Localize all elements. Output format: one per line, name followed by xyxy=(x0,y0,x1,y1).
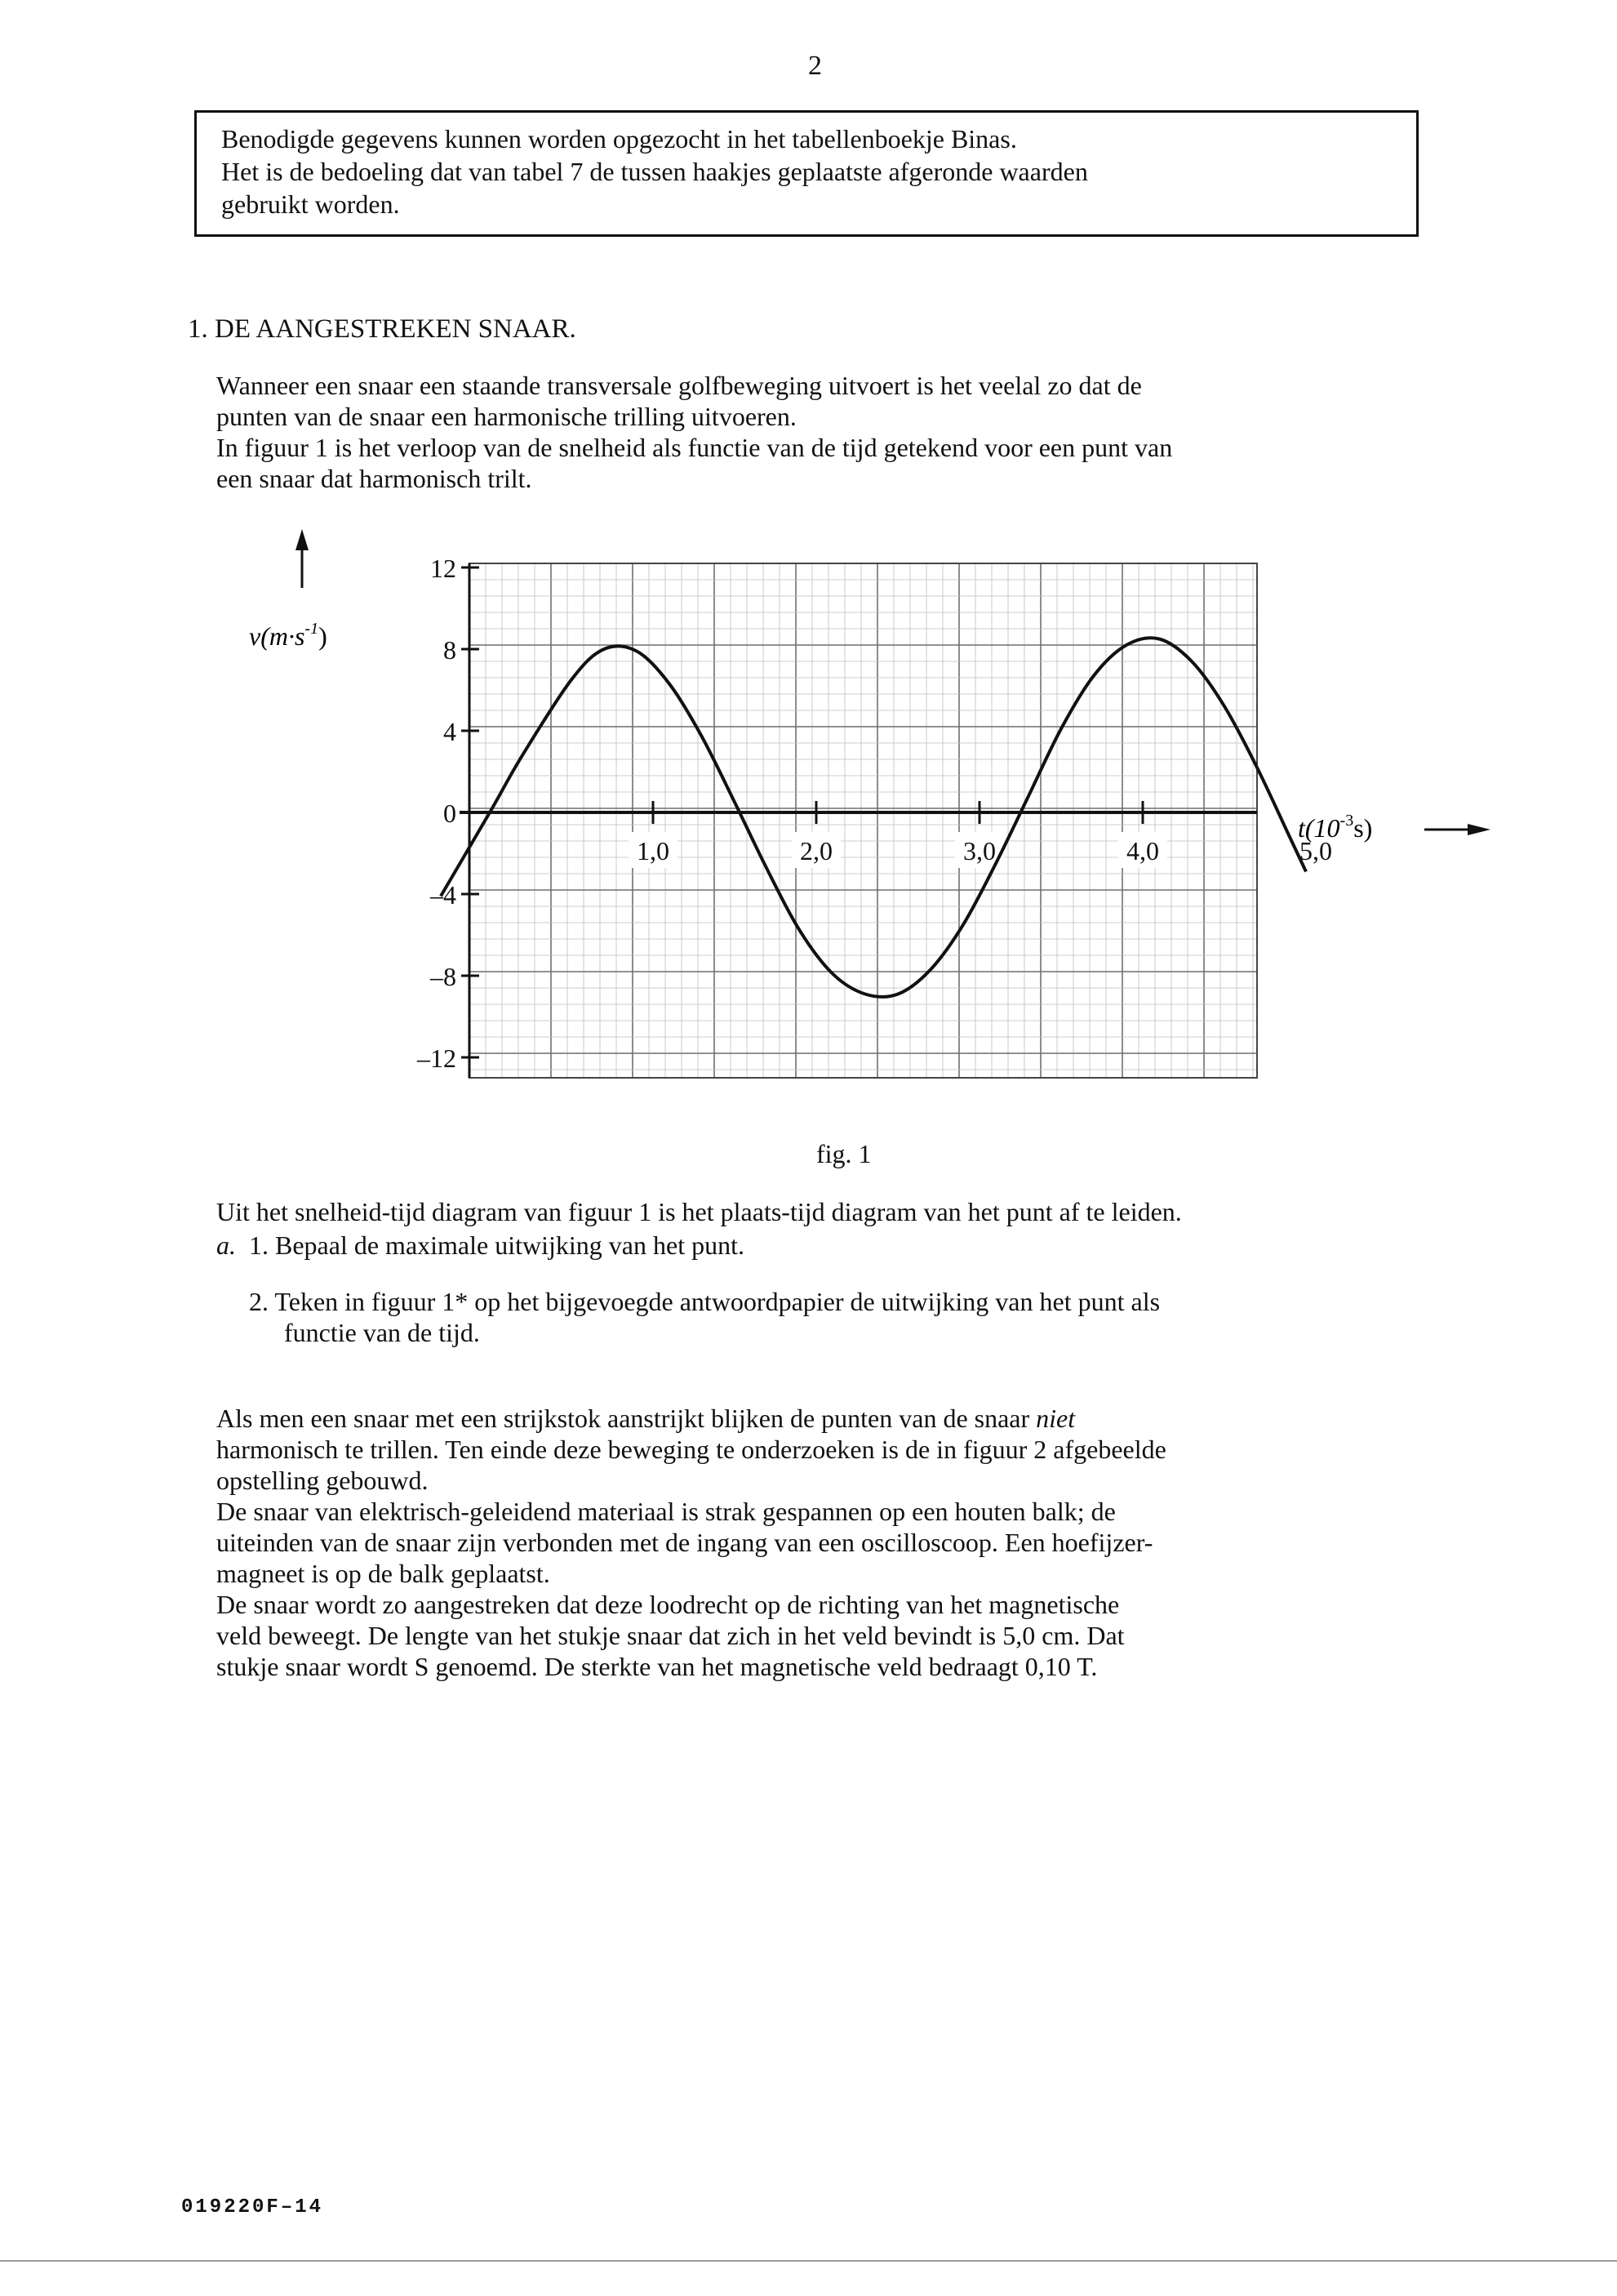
footer-code: 019220F–14 xyxy=(181,2196,324,2218)
svg-text:v(m·s-1) xyxy=(249,620,327,651)
notice-box xyxy=(194,110,1419,237)
y-tick-label: 8 xyxy=(443,635,456,665)
y-tick-label: –12 xyxy=(417,1043,456,1073)
paragraph-line: De snaar van elektrisch-geleidend materiaal is strak gespannen op een houten balk; de xyxy=(216,1497,1116,1526)
x-axis-label-text: t(10 xyxy=(1298,813,1340,843)
intro-line: een snaar dat harmonisch trilt. xyxy=(216,464,532,493)
x-tick-label: 2,0 xyxy=(800,836,833,865)
y-tick-label: 0 xyxy=(443,799,456,828)
x-axis-label-close: s) xyxy=(1353,813,1373,843)
bottom-rule xyxy=(0,2260,1617,2262)
x-tick-label: 5,0 xyxy=(1299,836,1332,865)
notice-line: Het is de bedoeling dat van tabel 7 de tussen haakjes geplaatste afgeronde waarden xyxy=(221,157,1088,186)
x-tick-label: 1,0 xyxy=(637,836,669,865)
intro-line: punten van de snaar een harmonische trilling uitvoeren. xyxy=(216,402,797,431)
question-a1: 1. Bepaal de maximale uitwijking van het punt. xyxy=(249,1230,744,1260)
paragraph-line: uiteinden van de snaar zijn verbonden met de ingang van een oscilloscoop. Een hoefijzer- xyxy=(216,1528,1153,1557)
y-axis-label xyxy=(249,529,327,651)
paragraph-line: harmonisch te trillen. Ten einde deze beweging te onderzoeken is de in figuur 2 afgebeelde xyxy=(216,1435,1166,1464)
question-a2: 2. Teken in figuur 1* op het bijgevoegde antwoordpapier de uitwijking van het punt als xyxy=(249,1287,1161,1316)
y-tick-label: 4 xyxy=(443,717,456,746)
paragraph-line: stukje snaar wordt S genoemd. De sterkte van het magnetische veld bedraagt 0,10 T. xyxy=(216,1652,1098,1681)
emphasis-text: niet xyxy=(1036,1404,1076,1433)
paragraph-text: Als men een snaar met een strijkstok aanstrijkt blijken de punten van de snaar xyxy=(216,1404,1037,1433)
x-axis-arrow-icon xyxy=(1468,824,1490,835)
y-axis-arrow-icon xyxy=(295,529,309,550)
section-heading: 1. DE AANGESTREKEN SNAAR. xyxy=(188,314,576,344)
paragraph-line: veld beweegt. De lengte van het stukje snaar dat zich in het veld bevindt is 5,0 cm. Dat xyxy=(216,1621,1125,1650)
paragraph-line: opstelling gebouwd. xyxy=(216,1466,429,1495)
question-letter: a. xyxy=(216,1230,236,1260)
question-a2-cont: functie van de tijd. xyxy=(284,1318,480,1347)
y-tick-label: 12 xyxy=(430,554,456,583)
paragraph-line: De snaar wordt zo aangestreken dat deze loodrecht op de richting van het magnetische xyxy=(216,1590,1120,1619)
y-axis-label-text: v(m·s xyxy=(249,621,305,651)
paragraph-line xyxy=(216,1403,1433,1434)
intro-line: In figuur 1 is het verloop van de snelheid als functie van de tijd getekend voor een punt van xyxy=(216,433,1173,462)
notice-line: Benodigde gegevens kunnen worden opgezocht in het tabellenboekje Binas. xyxy=(221,124,1017,154)
figure-caption: fig. 1 xyxy=(816,1139,872,1168)
y-tick-label: –8 xyxy=(430,962,456,991)
y-axis-label-exp: -1 xyxy=(304,620,319,638)
question-intro: Uit het snelheid-tijd diagram van figuur 1 is het plaats-tijd diagram van het punt af te leiden. xyxy=(216,1197,1182,1226)
notice-line: gebruikt worden. xyxy=(221,189,400,219)
x-tick-label: 3,0 xyxy=(963,836,996,865)
y-tick-label: –4 xyxy=(430,880,456,910)
intro-line: Wanneer een snaar een staande transversale golfbeweging uitvoert is het veelal zo dat de xyxy=(216,371,1142,400)
velocity-curve xyxy=(441,638,1306,997)
svg-text:t(10-3s) xyxy=(1298,812,1372,843)
x-axis-label-exp: -3 xyxy=(1339,812,1354,830)
x-axis-label xyxy=(1298,812,1490,843)
page-number: 2 xyxy=(808,51,822,81)
velocity-time-chart xyxy=(0,523,1617,1127)
paragraph-line: magneet is op de balk geplaatst. xyxy=(216,1559,550,1588)
x-tick-label: 4,0 xyxy=(1126,836,1159,865)
y-axis-label-close: ) xyxy=(318,621,327,651)
